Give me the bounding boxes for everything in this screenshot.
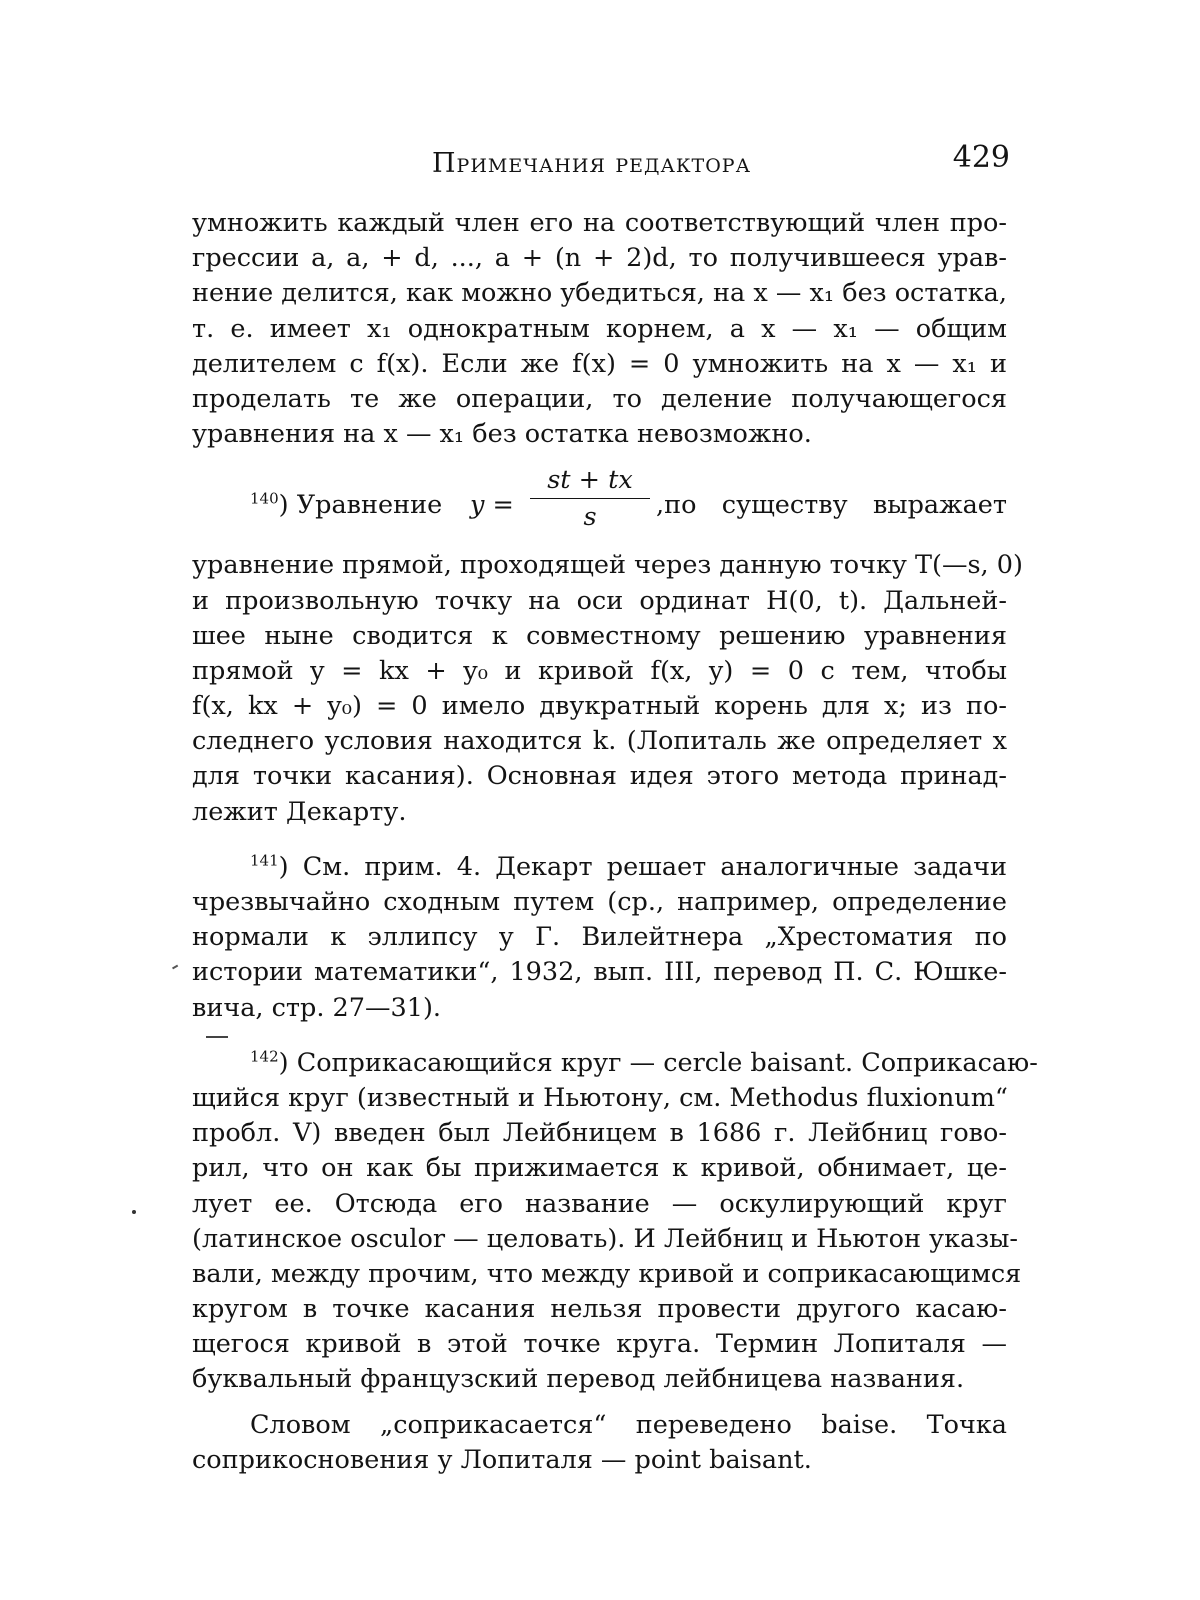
text-line: делителем с f(x). Если же f(x) = 0 умножить на x — x₁ и (192, 347, 1007, 382)
page-header (192, 140, 1022, 190)
note-142 (192, 1046, 1007, 1398)
text-line: (латинское osculor — целовать). И Лейбниц и Ньютон указы- (192, 1222, 1007, 1257)
paragraph-continuation (192, 206, 1007, 452)
text-line: пробл. V) введен был Лейбницем в 1686 г. Лейбниц гово- (192, 1116, 1007, 1151)
text-line: следнего условия находится k. (Лопиталь же определяет x (192, 724, 1007, 759)
formula-line (192, 462, 1007, 548)
note-lead-text: ) Уравнение (279, 490, 443, 520)
text-line: нормали к эллипсу у Г. Вилейтнера „Хрестоматия по (192, 920, 1007, 955)
fraction-numerator: st + tx (530, 462, 650, 499)
text-line: т. е. имеет x₁ однократным корнем, а x — x₁ — общим (192, 312, 1007, 347)
text-line: лежит Декарту. (192, 795, 1007, 830)
text-line: грессии a, a, + d, ..., a + (n + 2)d, то получившееся урав- (192, 241, 1007, 276)
text-line: прямой y = kx + y₀ и кривой f(x, y) = 0 с тем, чтобы (192, 654, 1007, 689)
text-line: f(x, kx + y₀) = 0 имело двукратный корень для x; из по- (192, 689, 1007, 724)
text-line: Словом „соприкасается“ переведено baise. Точка (192, 1408, 1007, 1443)
note-first-text: ) Соприкасающийся круг — cercle baisant. Соприкасаю- (279, 1048, 1038, 1078)
note-140 (192, 462, 1007, 830)
text-line: лует ее. Отсюда его название — оскулирующий круг (192, 1187, 1007, 1222)
note-141 (192, 850, 1007, 1026)
text-line: умножить каждый член его на соответствующий член про- (192, 206, 1007, 241)
note-number: 140 (250, 490, 279, 508)
text-line: для точки касания). Основная идея этого метода принад- (192, 759, 1007, 794)
closing-paragraph (192, 1408, 1007, 1478)
note-number: 141 (250, 851, 279, 869)
text-line: истории математики“, 1932, вып. III, перевод П. С. Юшке- (192, 955, 1007, 990)
text-line: шее ныне сводится к совместному решению уравнения (192, 619, 1007, 654)
text-line: уравнение прямой, проходящей через данную точку T(—s, 0) (192, 548, 1007, 583)
note-140-lead (250, 490, 442, 520)
text-line: вича, стр. 27—31). (192, 991, 1007, 1026)
text-line: кругом в точке касания нельзя провести другого касаю- (192, 1292, 1007, 1327)
text-line: чрезвычайно сходным путем (ср., например, определение (192, 885, 1007, 920)
text-line: вали, между прочим, что между кривой и соприкасающимся (192, 1257, 1007, 1292)
text-line: уравнения на x — x₁ без остатка невозможно. (192, 417, 1007, 452)
text-line (192, 1046, 1007, 1081)
fraction-denominator: s (530, 499, 650, 535)
text-line: соприкосновения у Лопиталя — point baisant. (192, 1443, 1007, 1478)
scan-dot (132, 1210, 136, 1214)
text-line: нение делится, как можно убедиться, на x — x₁ без остатка, (192, 276, 1007, 311)
formula-trail: ,по существу выражает (656, 490, 1007, 520)
page-number: 429 (953, 140, 1010, 175)
fraction (530, 462, 650, 535)
body-text (192, 206, 1007, 1478)
text-line: щийся круг (известный и Ньютону, см. Methodus fluxionum“ (192, 1081, 1007, 1116)
text-line: проделать те же операции, то деление получающегося (192, 382, 1007, 417)
scan-mark (172, 965, 178, 969)
text-line: щегося кривой в этой точке круга. Термин Лопиталя — (192, 1327, 1007, 1362)
formula-lhs: y = (470, 490, 514, 520)
text-line: буквальный французский перевод лейбницева названия. (192, 1362, 1007, 1397)
text-line (192, 850, 1007, 885)
running-title: Примечания редактора (432, 148, 751, 179)
note-number: 142 (250, 1047, 279, 1065)
note-first-text: ) См. прим. 4. Декарт решает аналогичные задачи (279, 852, 1007, 882)
text-line: и произвольную точку на оси ординат H(0, t). Дальней- (192, 584, 1007, 619)
text-line: рил, что он как бы прижимается к кривой, обнимает, це- (192, 1151, 1007, 1186)
